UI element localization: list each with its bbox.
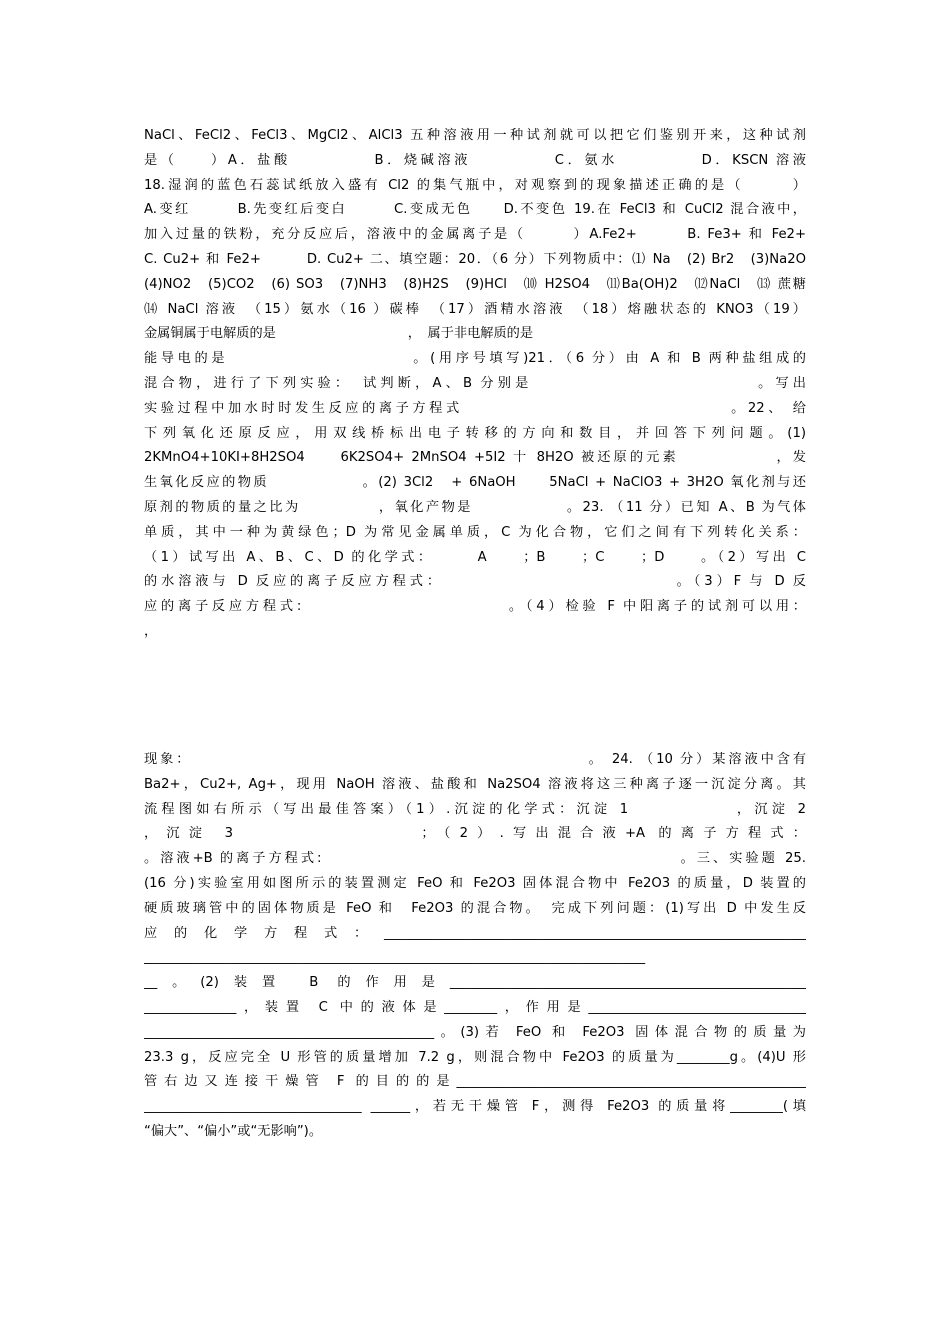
text-line: “偏大”、“偏小”或“无影响”)。 [144,1123,323,1139]
text-line: C. Cu2+ 和 Fe2+ D. Cu2+ 二、填空题：20．（6 分）下列物质中：⑴ Na (2) Br2 (3)Na2O [144,251,806,267]
text-line: 金属铜属于电解质的是 ， 属于非电解质的是 [144,326,534,342]
text-line: 管右边又连接干燥管 F 的目的的是_____________________________________________________ [144,1074,806,1090]
text-line: 应的化学方程式：________________________________________________________________ [144,925,806,941]
text-line: 硬质玻璃管中的固体物质是 FeO 和 Fe2O3 的混合物。 完成下列问题：(1)写出 D 中发生反 [144,900,806,916]
text-line: NaCl、FeCl2、FeCl3、MgCl2、AlCl3 五种溶液用一种试剂就可以把它们鉴别开来，这种试剂 [144,128,806,143]
text-line: _________________________________ ______，若无干燥管 F，测得 Fe2O3 的质量将________(填 [144,1099,806,1115]
text-line: 原剂的物质的量之比为 ，氧化产物是 。23. （11 分）已知 A、B 为气体 [144,499,806,515]
text-line: 下列氧化还原反应，用双线桥标出电子转移的方向和数目，并回答下列问题。(1) [144,425,806,441]
text-block-bottom [144,748,806,1145]
text-line: 实验过程中加水时时发生反应的离子方程式 。22、 给 [144,400,806,416]
text-line: Ba2+，Cu2+, Ag+，现用 NaOH 溶液、盐酸和 Na2SO4 溶液将这三种离子逐一沉淀分离。其 [144,776,806,792]
text-line: ， [144,623,158,639]
text-line: 流程图如右所示（写出最佳答案）（1）.沉淀的化学式：沉淀 1 ，沉淀 2 [144,801,806,817]
text-line: ____________________________________________________________________________ [144,950,646,966]
text-line: 应的离子反应方程式: 。（4）检验 F 中阳离子的试剂可以用： [144,599,806,615]
text-line: 的水溶液与 D 反应的离子反应方程式： 。（3）F 与 D 反 [144,574,806,590]
text-line: 加入过量的铁粉，充分反应后，溶液中的金属离子是（ ）A.Fe2+ B. Fe3+ 和 Fe2+ [144,227,806,243]
text-line: __。(2)装置 B 的作用是______________________________________________________ [144,975,806,991]
text-line: 是（ ）A．盐酸 B．烧碱溶液 C．氨水 D．KSCN 溶液 [144,152,806,168]
text-line: （1）试写出 A、B、C、D 的化学式： A ；B ；C ；D 。（2）写出 C [144,549,806,565]
text-line: 生氧化反应的物质 。(2) 3Cl2 + 6NaOH 5NaCl + NaClO3 + 3H2O 氧化剂与还 [144,475,806,491]
text-line: ⒁ NaCl 溶液 （15）氨水（16 ）碳棒 （17）酒精水溶液 （18）熔融状态的 KNO3（19） [144,301,806,317]
text-line: 能导电的是 。(用序号填写)21．（6 分）由 A 和 B 两种盐组成的 [144,351,806,367]
text-line: ______________，装置 C 中的液体是________，作用是_________________________________ [144,999,806,1015]
text-block-top [144,124,806,645]
text-line: 现象： 。 24. （10 分）某溶液中含有 [144,752,806,767]
text-line: ____________________________________________。(3)若 FeO 和 Fe2O3 固体混合物的质量为 [144,1024,806,1040]
text-line: A.变红 B.先变红后变白 C.变成无色 D.不变色 19.在 FeCl3 和 CuCl2 混合液中， [144,202,806,218]
text-line: 2KMnO4+10KI+8H2SO4 6K2SO4+ 2MnSO4 +5I2 十 8H2O 被还原的元素 ，发 [144,450,806,466]
text-line: 单质，其中一种为黄绿色；D 为常见金属单质，C 为化合物，它们之间有下列转化关系： [144,524,806,540]
text-line: (4)NO2 (5)CO2 (6) SO3 (7)NH3 (8)H2S (9)HCl ⑽ H2SO4 ⑾Ba(OH)2 ⑿NaCl ⒀ 蔗糖 [144,276,806,292]
text-line: 混合物，进行了下列实验： 试判断，A、B 分别是 。写出 [144,375,806,391]
text-line: 18.湿润的蓝色石蕊试纸放入盛有 Cl2 的集气瓶中，对观察到的现象描述正确的是（ ） [144,177,806,193]
text-line: ，沉淀 3 ；（2）.写出混合液+A 的离子方程式： [144,826,806,842]
text-line: 。溶液+B 的离子方程式: 。三、实验题 25. [144,851,806,867]
text-line: (16 分)实验室用如图所示的装置测定 FeO 和 Fe2O3 固体混合物中 Fe2O3 的质量，D 装置的 [144,875,806,891]
text-line: 23.3 g，反应完全 U 形管的质量增加 7.2 g，则混合物中 Fe2O3 的质量为________g。(4)U 形 [144,1049,806,1065]
